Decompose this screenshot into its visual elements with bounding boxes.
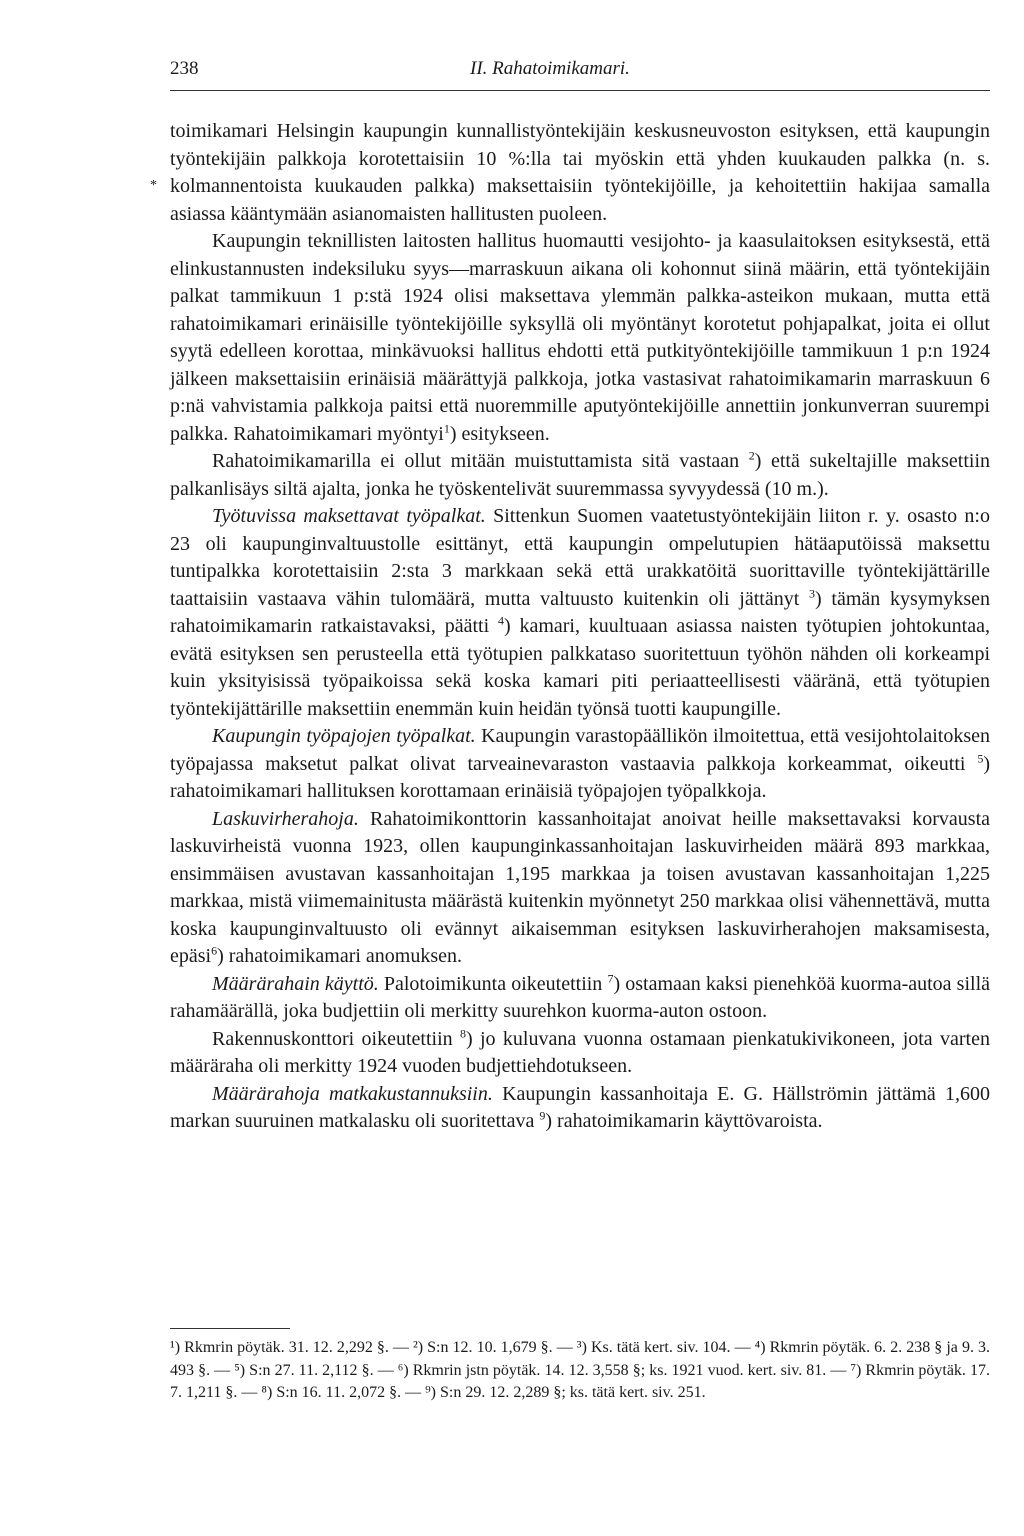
paragraph-7: Määrärahain käyttö. Palotoimikunta oikeutettiin $^7$) ostamaan kaksi pienehköä kuorma-autoa sillä rahamäärällä, joka budjettiin oli merkitty suurehkon kuorma-auton ostoon. (170, 970, 991, 1022)
paragraph-5: Kaupungin työpajojen työpalkat. Kaupungin varastopäällikön ilmoitettua, että vesijohtolaitoksen työpajassa maksetut palkat olivat tarveainevaraston vastaavia palkkoja korkeammat, oikeutti $^5$) rahatoimikamari hallituksen korottamaan erinäisiä työpajojen työpalkkoja. (170, 725, 991, 802)
paragraph-8: Rakennuskonttori oikeutettiin $^8$) jo kuluvana vuonna ostamaan pienkatukivikoneen, jota varten määräraha oli merkitty 1924 vuoden budjettiehdotukseen. (170, 1025, 990, 1077)
running-title: II. Rahatoimikamari. (470, 58, 630, 79)
marginal-mark: * (150, 178, 157, 193)
footnote-text: ¹) Rkmrin pöytäk. 31. 12. 2,292 §. — ²) S:n 12. 10. 1,679 §. — ³) Ks. tätä kert. siv. 104. — ⁴) Rkmrin pöytäk. 6. 2. 238 § ja 9. 3. 493 §. — ⁵) S:n 27. 11. 2,112 §. — ⁶) Rkmrin jstn pöytäk. 14. 12. 3,558 §; ks. 1921 vuod. kert. siv. 81. — ⁷) Rkmrin pöytäk. 17. 7. 1,211 §. — ⁸) S:n 16. 11. 2,072 §. — ⁹) S:n 29. 12. 2,289 §; ks. tätä kert. siv. 251. (170, 1339, 990, 1401)
footnote-ref: 7 (607, 970, 614, 985)
paragraph-1: toimikamari Helsingin kaupungin kunnallistyöntekijäin keskusneuvoston esityksen, että kaupungin työntekijäin palkkoja korotettaisiin 10 %:lla tai myöskin että yhden kuukauden palkka (n. s. kolmannentoista kuukauden palkka) maksettaisiin työntekijöille, ja kehoitettiin hakijaa samalla asiassa kääntymään asianomaisten hallitusten puoleen. (170, 120, 990, 225)
body-text (170, 118, 990, 1136)
footnote-ref: 9 (539, 1108, 546, 1123)
footnote-ref: 3 (809, 585, 816, 600)
footnotes (170, 1328, 990, 1405)
paragraph-6: Laskuvirherahoja. Rahatoimikonttorin kassanhoitajat anoivat heille maksettavaksi korvausta laskuvirheistä vuonna 1923, ollen kaupunginkassanhoitajan laskuvirheiden määrä 893 markkaa, ensimmäisen avustavan kassanhoitajan 1,195 markkaa ja toisen avustavan kassanhoitajan 1,225 markkaa, mistä viimemainitusta määrästä kuitenkin myönnetyt 250 markkaa olisi vähennettävä, mutta koska kaupunginvaltuusto oli evännyt aikaisemman esityksen laskuvirherahojen maksamisesta, epäsi$^6$) rahatoimikamari anomuksen. (170, 807, 990, 967)
paragraph-4: Työtuvissa maksettavat työpalkat. Sittenkun Suomen vaatetustyöntekijäin liiton r. y. osasto n:o 23 oli kaupunginvaltuustolle esittänyt, että kaupungin ompelutupien hätäaputöissä maksettu tuntipalkka korotettaisiin 2:sta 3 markkaan sekä että urakkatöitä suorittaville työntekijättärille taattaisiin vastaava vähin tulomäärä, mutta valtuusto kuitenkin oli jättänyt $^3$) tämän kysymyksen rahatoimikamarin ratkaistavaksi, päätti $^4$) kamari, kuultuaan asiassa naisten työtupien johtokuntaa, evätä esityksen sen perusteella että työtupien palkkataso suoritettuun työhön nähden oli korkeampi kuin yksityisissä työpaikoissa sekä koska kamari piti periaatteellisesti vääränä, että työtupien työntekijättärille maksettiin enemmän kuin heidän työnsä tuotti kaupungille. (170, 505, 991, 720)
paragraph-2: Kaupungin teknillisten laitosten hallitus huomautti vesijohto- ja kaasulaitoksen esityksestä, että elinkustannusten indeksiluku syys—marraskuun aikana oli kohonnut siinä määrin, että työntekijäin palkat tammikuun 1 p:stä 1924 olisi maksettava ylemmän palkka-asteikon mukaan, mutta että rahatoimikamari erinäisille työntekijöille syksyllä oli myöntänyt korotetut pohjapalkat, joita ei ollut syytä edelleen korottaa, minkävuoksi hallitus ehdotti että putkityöntekijöille tammikuun 1 p:n 1924 jälkeen maksettaisiin erinäisiä määrättyjä palkkoja, jotka vastasivat rahatoimikamarin marraskuun 6 p:nä vahvistamia palkkoja paitsi että nuoremmille aputyöntekijöille annettiin jonkunverran suurempi palkka. Rahatoimikamari myöntyi$^1$) esitykseen. (170, 230, 990, 445)
footnote-ref: 1 (443, 420, 450, 435)
footnote-ref: 4 (497, 613, 504, 628)
section-heading: Määrärahoja matkakustannuksiin. (212, 1082, 493, 1105)
footnote-rule (170, 1328, 290, 1329)
footnote-ref: 5 (977, 750, 984, 765)
section-heading: Määrärahain käyttö. (212, 972, 379, 995)
paragraph-9: Määrärahoja matkakustannuksiin. Kaupungin kassanhoitaja E. G. Hällströmin jättämä 1,600 markan suuruinen matkalasku oli suoritettava $^9$) rahatoimikamarin käyttövaroista. (170, 1082, 990, 1132)
footnote-ref: 2 (748, 448, 755, 463)
section-heading: Työtuvissa maksettavat työpalkat. (212, 505, 486, 527)
section-heading: Kaupungin työpajojen työpalkat. (212, 725, 476, 747)
footnote-ref: 6 (211, 943, 218, 958)
section-heading: Laskuvirherahoja. (212, 807, 359, 830)
paragraph-3: Rahatoimikamarilla ei ollut mitään muistuttamista sitä vastaan $^2$) että sukeltajille maksettiin palkanlisäys siltä ajalta, jonka he työskentelivät suuremmassa syvyydessä (10 m.). (170, 448, 991, 500)
header-rule (170, 90, 990, 91)
page-number: 238 (170, 58, 199, 79)
page-header (170, 58, 990, 88)
footnote-ref: 8 (459, 1025, 466, 1040)
